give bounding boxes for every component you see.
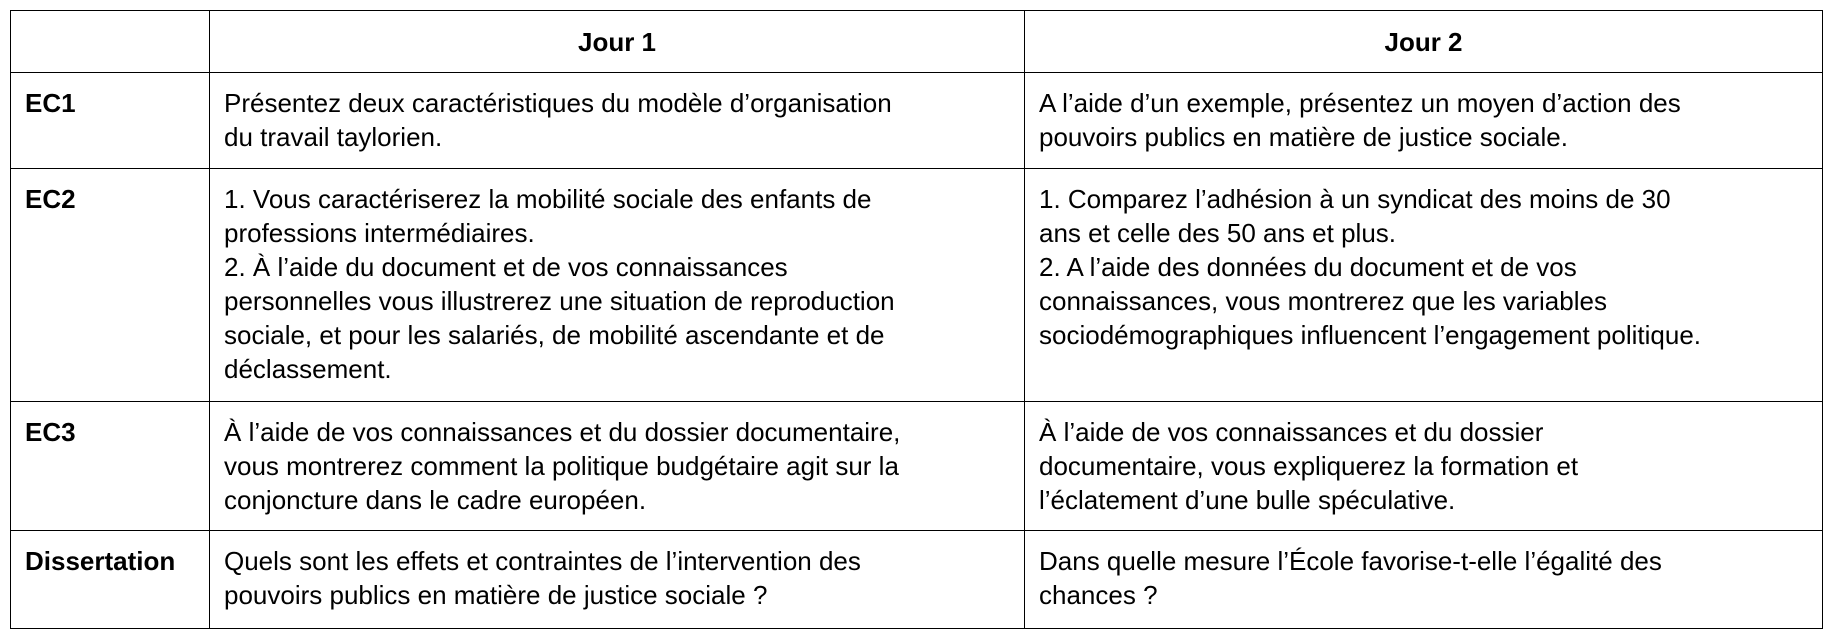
cell-text-line: vous montrerez comment la politique budgétaire agit sur la xyxy=(224,451,899,481)
cell-ec1-jour1 xyxy=(210,73,1025,169)
cell-text-line: l’éclatement d’une bulle spéculative. xyxy=(1039,485,1456,515)
cell-text-line: 1. Vous caractériserez la mobilité sociale des enfants de xyxy=(224,184,872,214)
table-header-row xyxy=(11,11,1823,73)
cell-text-line: pouvoirs publics en matière de justice sociale. xyxy=(1039,122,1568,152)
cell-text-line: ans et celle des 50 ans et plus. xyxy=(1039,218,1397,248)
cell-text-line: sociodémographiques influencent l’engagement politique. xyxy=(1039,320,1702,350)
table-row-ec1 xyxy=(11,73,1823,169)
cell-text-line: documentaire, vous expliquerez la formation et xyxy=(1039,451,1579,481)
cell-ec3-jour2 xyxy=(1025,402,1823,531)
header-corner-cell xyxy=(11,11,210,73)
table-row-ec2 xyxy=(11,169,1823,402)
cell-text-line: Dans quelle mesure l’École favorise-t-elle l’égalité des xyxy=(1039,546,1662,576)
exam-subjects-table-wrapper xyxy=(10,10,1823,629)
cell-text-line: 1. Comparez l’adhésion à un syndicat des moins de 30 xyxy=(1039,184,1671,214)
cell-text-line: 2. À l’aide du document et de vos connaissances xyxy=(224,252,788,282)
cell-text-line: conjoncture dans le cadre européen. xyxy=(224,485,647,515)
cell-text-line: chances ? xyxy=(1039,580,1158,610)
header-jour-1: Jour 1 xyxy=(210,11,1025,73)
cell-ec2-jour1 xyxy=(210,169,1025,402)
cell-text-line: déclassement. xyxy=(224,354,392,384)
cell-ec3-jour1 xyxy=(210,402,1025,531)
cell-text-line: À l’aide de vos connaissances et du dossier documentaire, xyxy=(224,417,901,447)
exam-subjects-table xyxy=(10,10,1823,629)
cell-dissertation-jour1 xyxy=(210,531,1025,629)
table-row-ec3 xyxy=(11,402,1823,531)
row-label-dissertation: Dissertation xyxy=(11,531,210,629)
cell-dissertation-jour2 xyxy=(1025,531,1823,629)
cell-text-line: Présentez deux caractéristiques du modèle d’organisation xyxy=(224,88,892,118)
row-label-ec1: EC1 xyxy=(11,73,210,169)
cell-text-line: personnelles vous illustrerez une situation de reproduction xyxy=(224,286,895,316)
row-label-ec2: EC2 xyxy=(11,169,210,402)
cell-ec2-jour2 xyxy=(1025,169,1823,402)
table-row-dissertation xyxy=(11,531,1823,629)
cell-text-line: A l’aide d’un exemple, présentez un moyen d’action des xyxy=(1039,88,1681,118)
cell-ec1-jour2 xyxy=(1025,73,1823,169)
cell-text-line: Quels sont les effets et contraintes de l’intervention des xyxy=(224,546,861,576)
header-jour-2: Jour 2 xyxy=(1025,11,1823,73)
cell-text-line: connaissances, vous montrerez que les variables xyxy=(1039,286,1607,316)
cell-text-line: du travail taylorien. xyxy=(224,122,443,152)
cell-text-line: professions intermédiaires. xyxy=(224,218,535,248)
cell-text-line: pouvoirs publics en matière de justice sociale ? xyxy=(224,580,768,610)
cell-text-line: À l’aide de vos connaissances et du dossier xyxy=(1039,417,1544,447)
cell-text-line: 2. A l’aide des données du document et de vos xyxy=(1039,252,1577,282)
cell-text-line: sociale, et pour les salariés, de mobilité ascendante et de xyxy=(224,320,885,350)
row-label-ec3: EC3 xyxy=(11,402,210,531)
